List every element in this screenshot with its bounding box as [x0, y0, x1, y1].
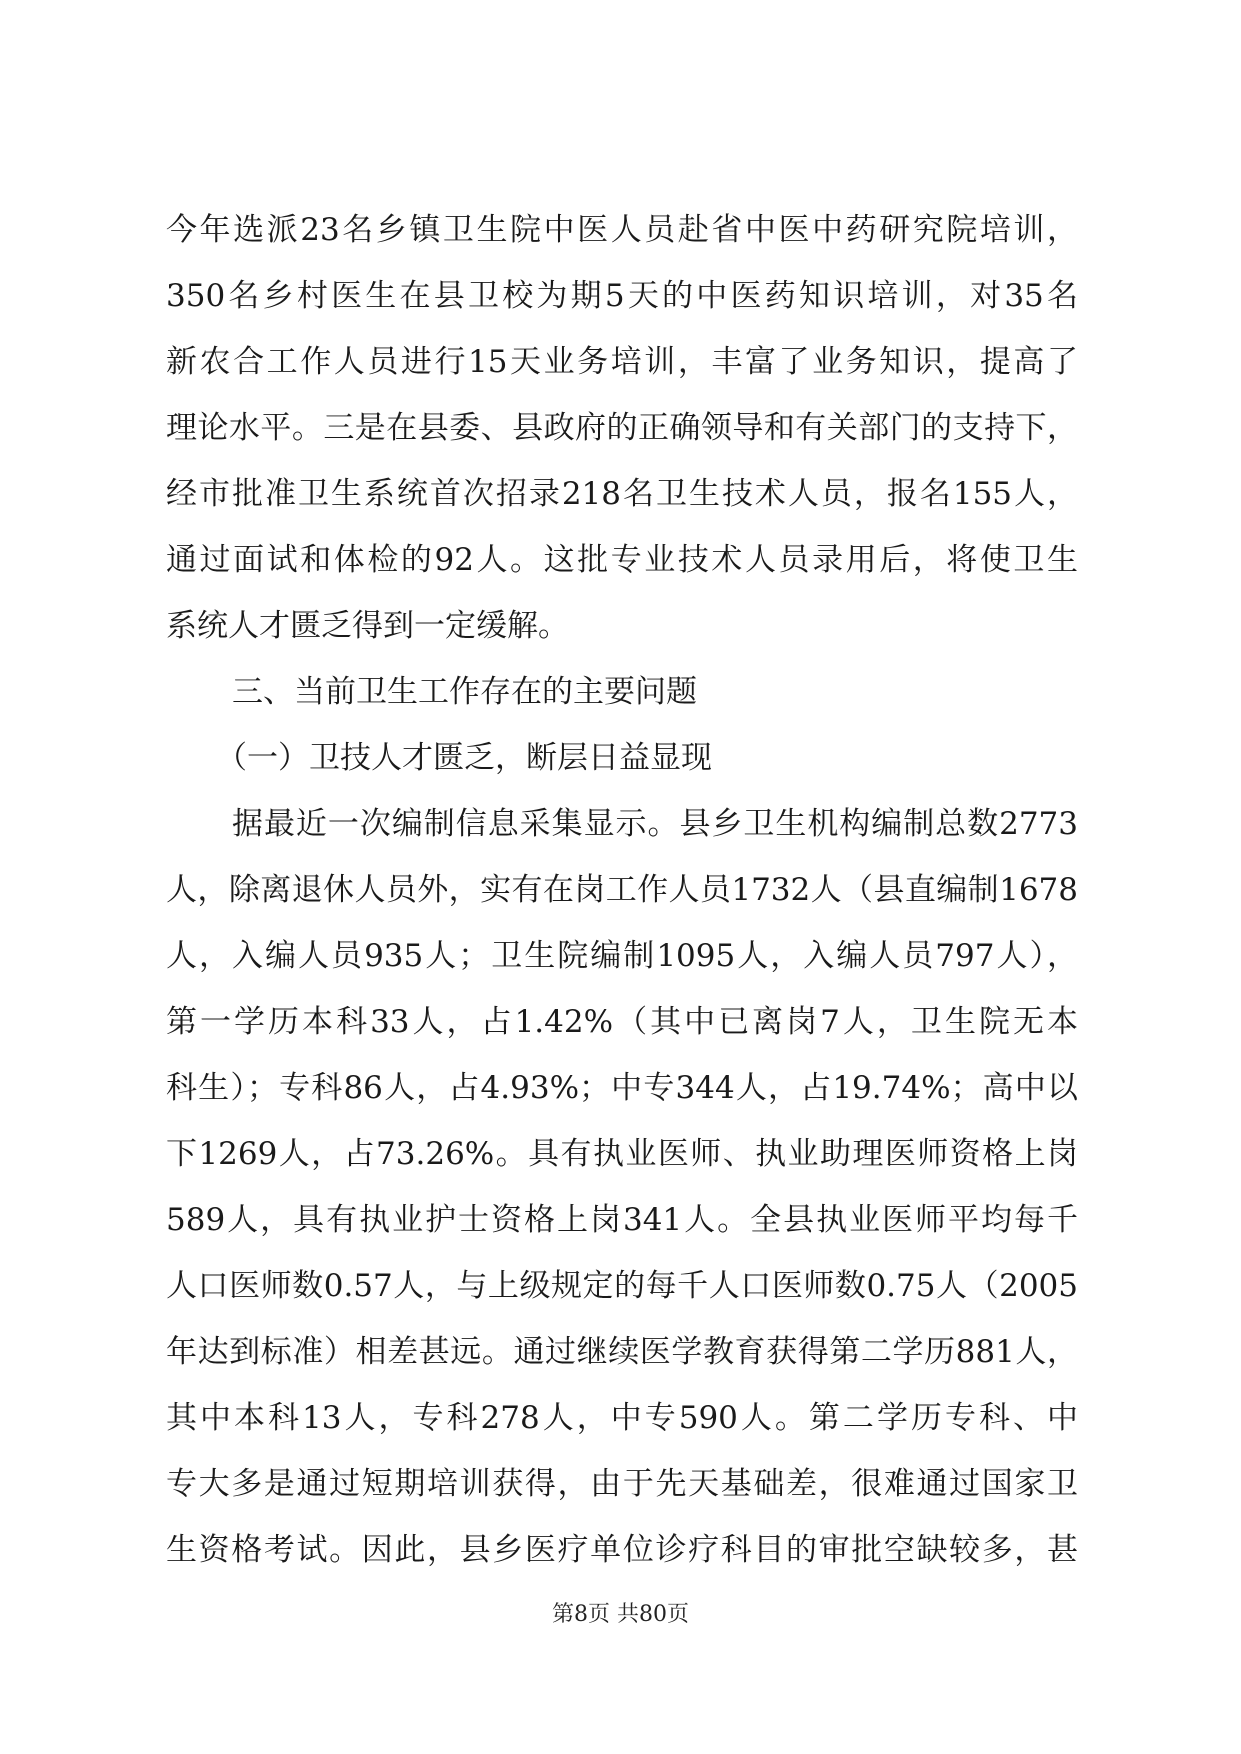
body-text-line: 人，入编人员935人；卫生院编制1095人，入编人员797人）， — [166, 938, 1078, 974]
body-text-line: 人，除离退休人员外，实有在岗工作人员1732人（县直编制1678 — [166, 872, 1078, 908]
body-text-line: 通过面试和体检的92人。这批专业技术人员录用后，将使卫生 — [166, 542, 1078, 578]
body-text-line: 新农合工作人员进行15天业务培训，丰富了业务知识，提高了 — [166, 344, 1078, 380]
body-text-line: 系统人才匮乏得到一定缓解。 — [166, 608, 569, 644]
body-text-line: 理论水平。三是在县委、县政府的正确领导和有关部门的支持下， — [166, 410, 1078, 446]
body-text-line: 589人，具有执业护士资格上岗341人。全县执业医师平均每千 — [166, 1202, 1078, 1238]
body-text-line: 今年选派23名乡镇卫生院中医人员赴省中医中药研究院培训， — [166, 212, 1078, 248]
body-text-line: 生资格考试。因此，县乡医疗单位诊疗科目的审批空缺较多，甚 — [166, 1532, 1078, 1568]
subsection-heading: （一）卫技人才匮乏，断层日益显现 — [216, 740, 712, 776]
body-text-line: 科生）；专科86人，占4.93%；中专344人，占19.74%；高中以 — [166, 1070, 1078, 1106]
page-number-footer: 第8页 共80页 — [552, 1602, 689, 1627]
body-text-line: 下1269人，占73.26%。具有执业医师、执业助理医师资格上岗 — [166, 1136, 1078, 1172]
body-text-line: 年达到标准）相差甚远。通过继续医学教育获得第二学历881人， — [166, 1334, 1078, 1370]
body-text-line: 第一学历本科33人，占1.42%（其中已离岗7人，卫生院无本 — [166, 1004, 1078, 1040]
body-text-line: 经市批准卫生系统首次招录218名卫生技术人员，报名155人， — [166, 476, 1078, 512]
body-text-line: 人口医师数0.57人，与上级规定的每千人口医师数0.75人（2005 — [166, 1268, 1078, 1304]
section-heading: 三、当前卫生工作存在的主要问题 — [232, 674, 697, 710]
body-text-line: 专大多是通过短期培训获得，由于先天基础差，很难通过国家卫 — [166, 1466, 1078, 1502]
body-text-line: 据最近一次编制信息采集显示。县乡卫生机构编制总数2773 — [232, 806, 1078, 842]
body-text-line: 其中本科13人，专科278人，中专590人。第二学历专科、中 — [166, 1400, 1078, 1436]
body-text-line: 350名乡村医生在县卫校为期5天的中医药知识培训，对35名 — [166, 278, 1078, 314]
